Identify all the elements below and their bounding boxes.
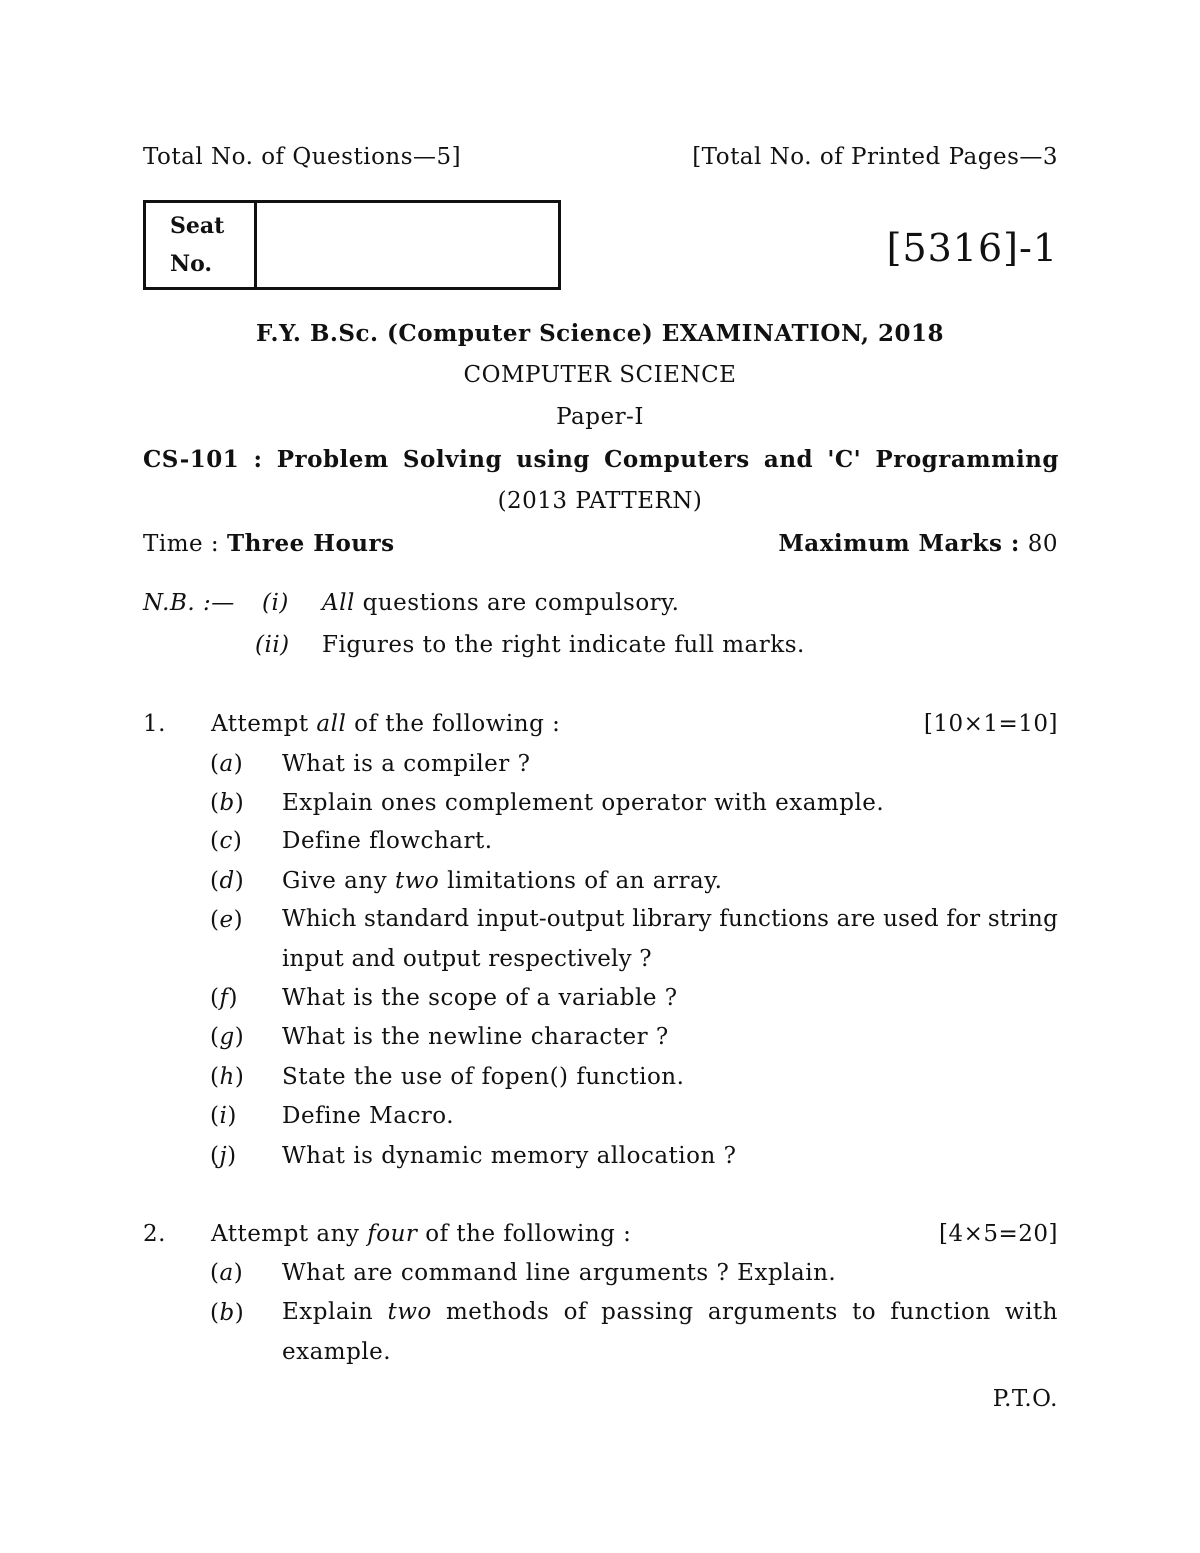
question-marks: [10×1=10] [923, 711, 1058, 737]
subject-title: COMPUTER SCIENCE [463, 362, 737, 388]
question-number: 1. [143, 711, 166, 737]
question-number: 2. [143, 1221, 166, 1247]
question-marks: [4×5=20] [938, 1221, 1058, 1247]
subquestion-label: (i) [210, 1103, 237, 1129]
subquestion-text: Explain ones complement operator with example. [282, 790, 885, 816]
note-emphasis: All [322, 590, 355, 616]
nb-label: N.B. :— [143, 590, 235, 616]
subquestion-text: Define flowchart. [282, 828, 493, 854]
paper-code: [5316]-1 [886, 226, 1058, 270]
max-marks-value: 80 [1027, 531, 1058, 557]
subquestion-label: (f) [210, 985, 238, 1011]
subquestion-label: (c) [210, 828, 243, 854]
course-title: CS-101 : Problem Solving using Computers and 'C' Programming [143, 446, 1059, 473]
total-questions: Total No. of Questions—5] [143, 144, 462, 170]
subquestion-label: (g) [210, 1024, 245, 1050]
subquestion-label: (j) [210, 1143, 237, 1169]
prompt-emphasis: four [367, 1221, 418, 1247]
note-text [322, 590, 679, 616]
subquestion-label: (a) [210, 1260, 244, 1286]
prompt-emphasis: all [316, 711, 347, 737]
question-prompt [211, 711, 560, 737]
max-marks-line [778, 530, 1058, 557]
subquestion-text: State the use of fopen() function. [282, 1064, 685, 1090]
total-pages: [Total No. of Printed Pages—3 [692, 144, 1058, 170]
subquestion-text: Define Macro. [282, 1103, 455, 1129]
note-label: (i) [262, 590, 289, 616]
subquestion-label: (e) [210, 907, 244, 933]
time-value: Three Hours [227, 530, 395, 557]
max-marks-label: Maximum Marks : [778, 530, 1020, 557]
question-prompt [211, 1221, 631, 1247]
subquestion-label: (h) [210, 1064, 245, 1090]
seat-box-divider [254, 203, 257, 287]
seat-number-box [143, 200, 561, 290]
subquestion-label: (b) [210, 790, 245, 816]
subquestion-text: What is the newline character ? [282, 1024, 669, 1050]
time-line [143, 530, 395, 557]
pattern-title: (2013 PATTERN) [497, 488, 703, 514]
prompt-text: of the following : [425, 1221, 632, 1247]
subquestion-text: What is the scope of a variable ? [282, 985, 678, 1011]
subquestion-label: (b) [210, 1300, 245, 1326]
note-text: Figures to the right indicate full marks. [322, 632, 805, 658]
exam-title: F.Y. B.Sc. (Computer Science) EXAMINATION, 2018 [255, 320, 945, 347]
note-label: (ii) [255, 632, 290, 658]
subquestion-label: (d) [210, 868, 245, 894]
subquestion-label: (a) [210, 751, 244, 777]
prompt-text: Attempt [211, 711, 309, 737]
subquestion-text: Which standard input-output library functions are used for string input and output respectively ? [282, 906, 1058, 972]
paper-title: Paper-I [556, 404, 644, 430]
time-label: Time : [143, 531, 220, 557]
subquestion-text: What is dynamic memory allocation ? [282, 1143, 737, 1169]
seat-no-label: No. [170, 251, 213, 277]
subquestion-text: Explain two methods of passing arguments to function with example. [282, 1299, 1058, 1365]
pto-text: P.T.O. [992, 1386, 1058, 1412]
prompt-text: of the following : [354, 711, 561, 737]
prompt-text: Attempt any [211, 1221, 360, 1247]
subquestion-text: What is a compiler ? [282, 751, 531, 777]
seat-label: Seat [170, 213, 225, 239]
subquestion-text: Give any two limitations of an array. [282, 868, 723, 894]
note-body: questions are compulsory. [362, 590, 680, 616]
subquestion-text: What are command line arguments ? Explain. [282, 1260, 837, 1286]
